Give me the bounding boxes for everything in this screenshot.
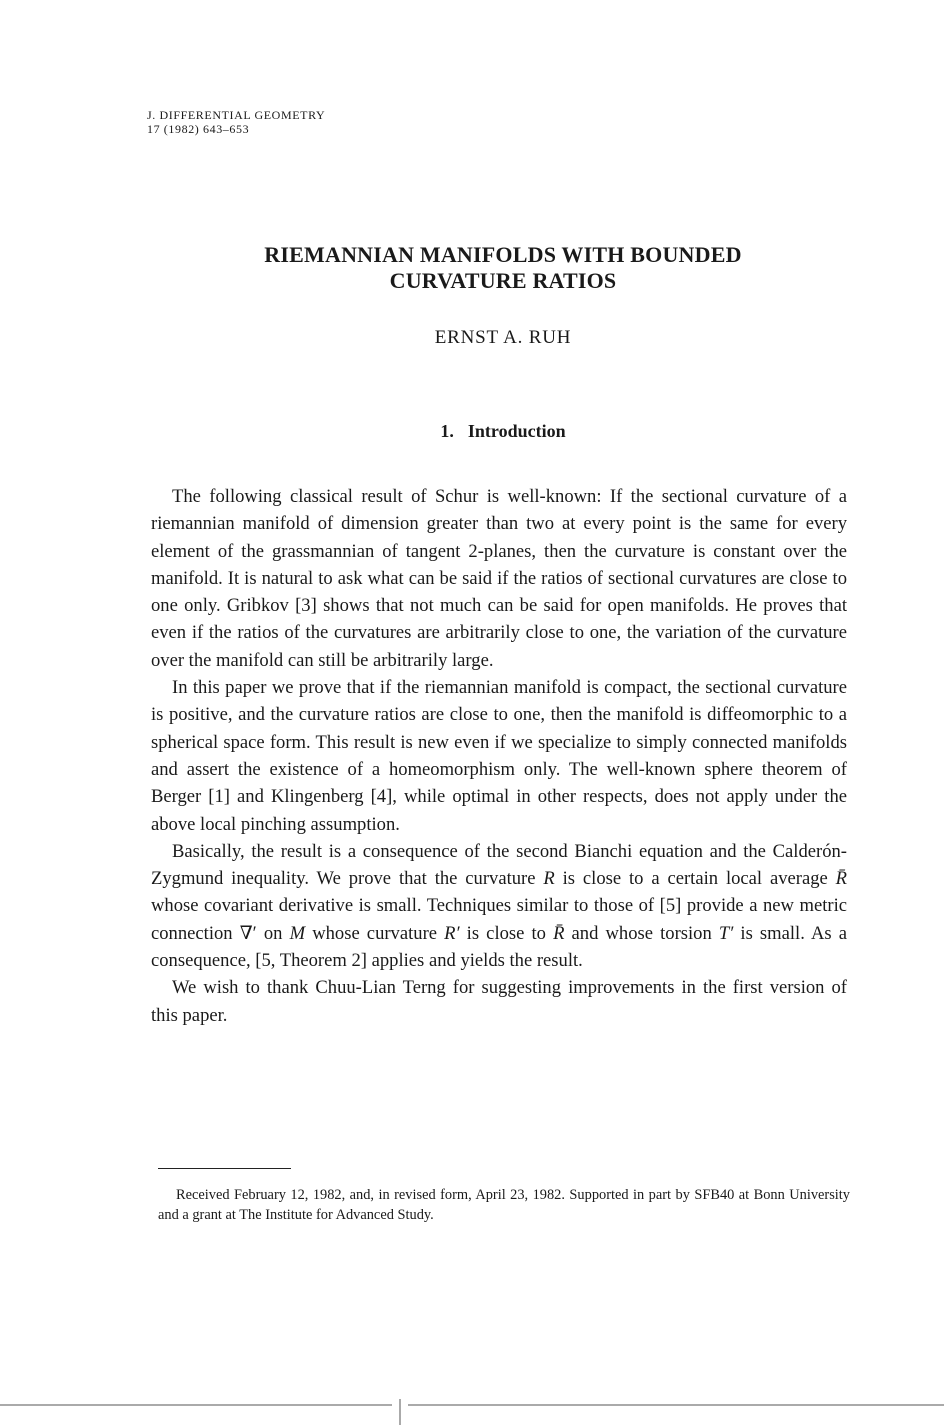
scan-artifact-lines (0, 1395, 944, 1425)
title-line-1: RIEMANNIAN MANIFOLDS WITH BOUNDED (264, 242, 742, 267)
math-R: R (543, 868, 555, 890)
math-R-prime: R′ (444, 922, 460, 944)
footnote-divider (158, 1168, 291, 1169)
body-text (151, 483, 847, 1029)
section-title: Introduction (467, 421, 566, 441)
paragraph: In this paper we prove that if the riemannian manifold is compact, the sectional curvature is positive, and the curvature ratios are close to one, then the manifold is diffeomorphic to a spherical space form. This result is new even if we specialize to simply connected manifolds and assert the existence of a homeomorphism only. The well-known sphere theorem of Berger [1] and Klingenberg [4], while optimal in other respects, does not apply under the above local pinching assumption. (151, 677, 847, 835)
journal-volume: 17 (1982) 643–653 (147, 122, 250, 136)
math-nabla-prime: ∇′ (239, 922, 257, 944)
math-R-bar: R̄ (553, 922, 565, 944)
title-line-2: CURVATURE RATIOS (389, 268, 617, 293)
author-name: ERNST A. RUH (434, 327, 572, 348)
section-heading (150, 421, 856, 442)
paragraph: The following classical result of Schur is well-known: If the sectional curvature of a riemannian manifold of dimension greater than two at every point is the same for every element of the grassmannian of tangent 2-planes, then the curvature is constant over the manifold. It is natural to ask what can be said if the ratios of sectional curvatures are close to one only. Gribkov [3] shows that not much can be said for open manifolds. He proves that even if the ratios of the curvatures are arbitrarily close to one, the variation of the curvature over the manifold can still be arbitrarily large. (151, 486, 847, 671)
math-T-prime: T′ (718, 922, 734, 944)
journal-name: J. DIFFERENTIAL GEOMETRY (147, 108, 326, 122)
paragraph: Basically, the result is a consequence of the second Bianchi equation and the Calderón-Zygmund inequality. We prove that the curvature R is close to a certain local average R̄ whose covariant derivative is small. Techniques similar to those of [5] provide a new metric connection ∇′ on M whose curvature R′ is close to R̄ and whose torsion T′ is small. As a consequence, [5, Theorem 2] applies and yields the result. (151, 840, 847, 972)
paper-title (150, 242, 856, 294)
footnote: Received February 12, 1982, and, in revised form, April 23, 1982. Supported in part by SFB40 at Bonn University and a grant at The Institute for Advanced Study. (158, 1187, 850, 1223)
math-M: M (289, 922, 306, 944)
journal-header (147, 108, 325, 136)
paragraph: We wish to thank Chuu-Lian Terng for suggesting improvements in the first version of this paper. (151, 977, 847, 1026)
section-number: 1. (440, 421, 454, 441)
math-R-bar: R̄ (835, 868, 847, 890)
